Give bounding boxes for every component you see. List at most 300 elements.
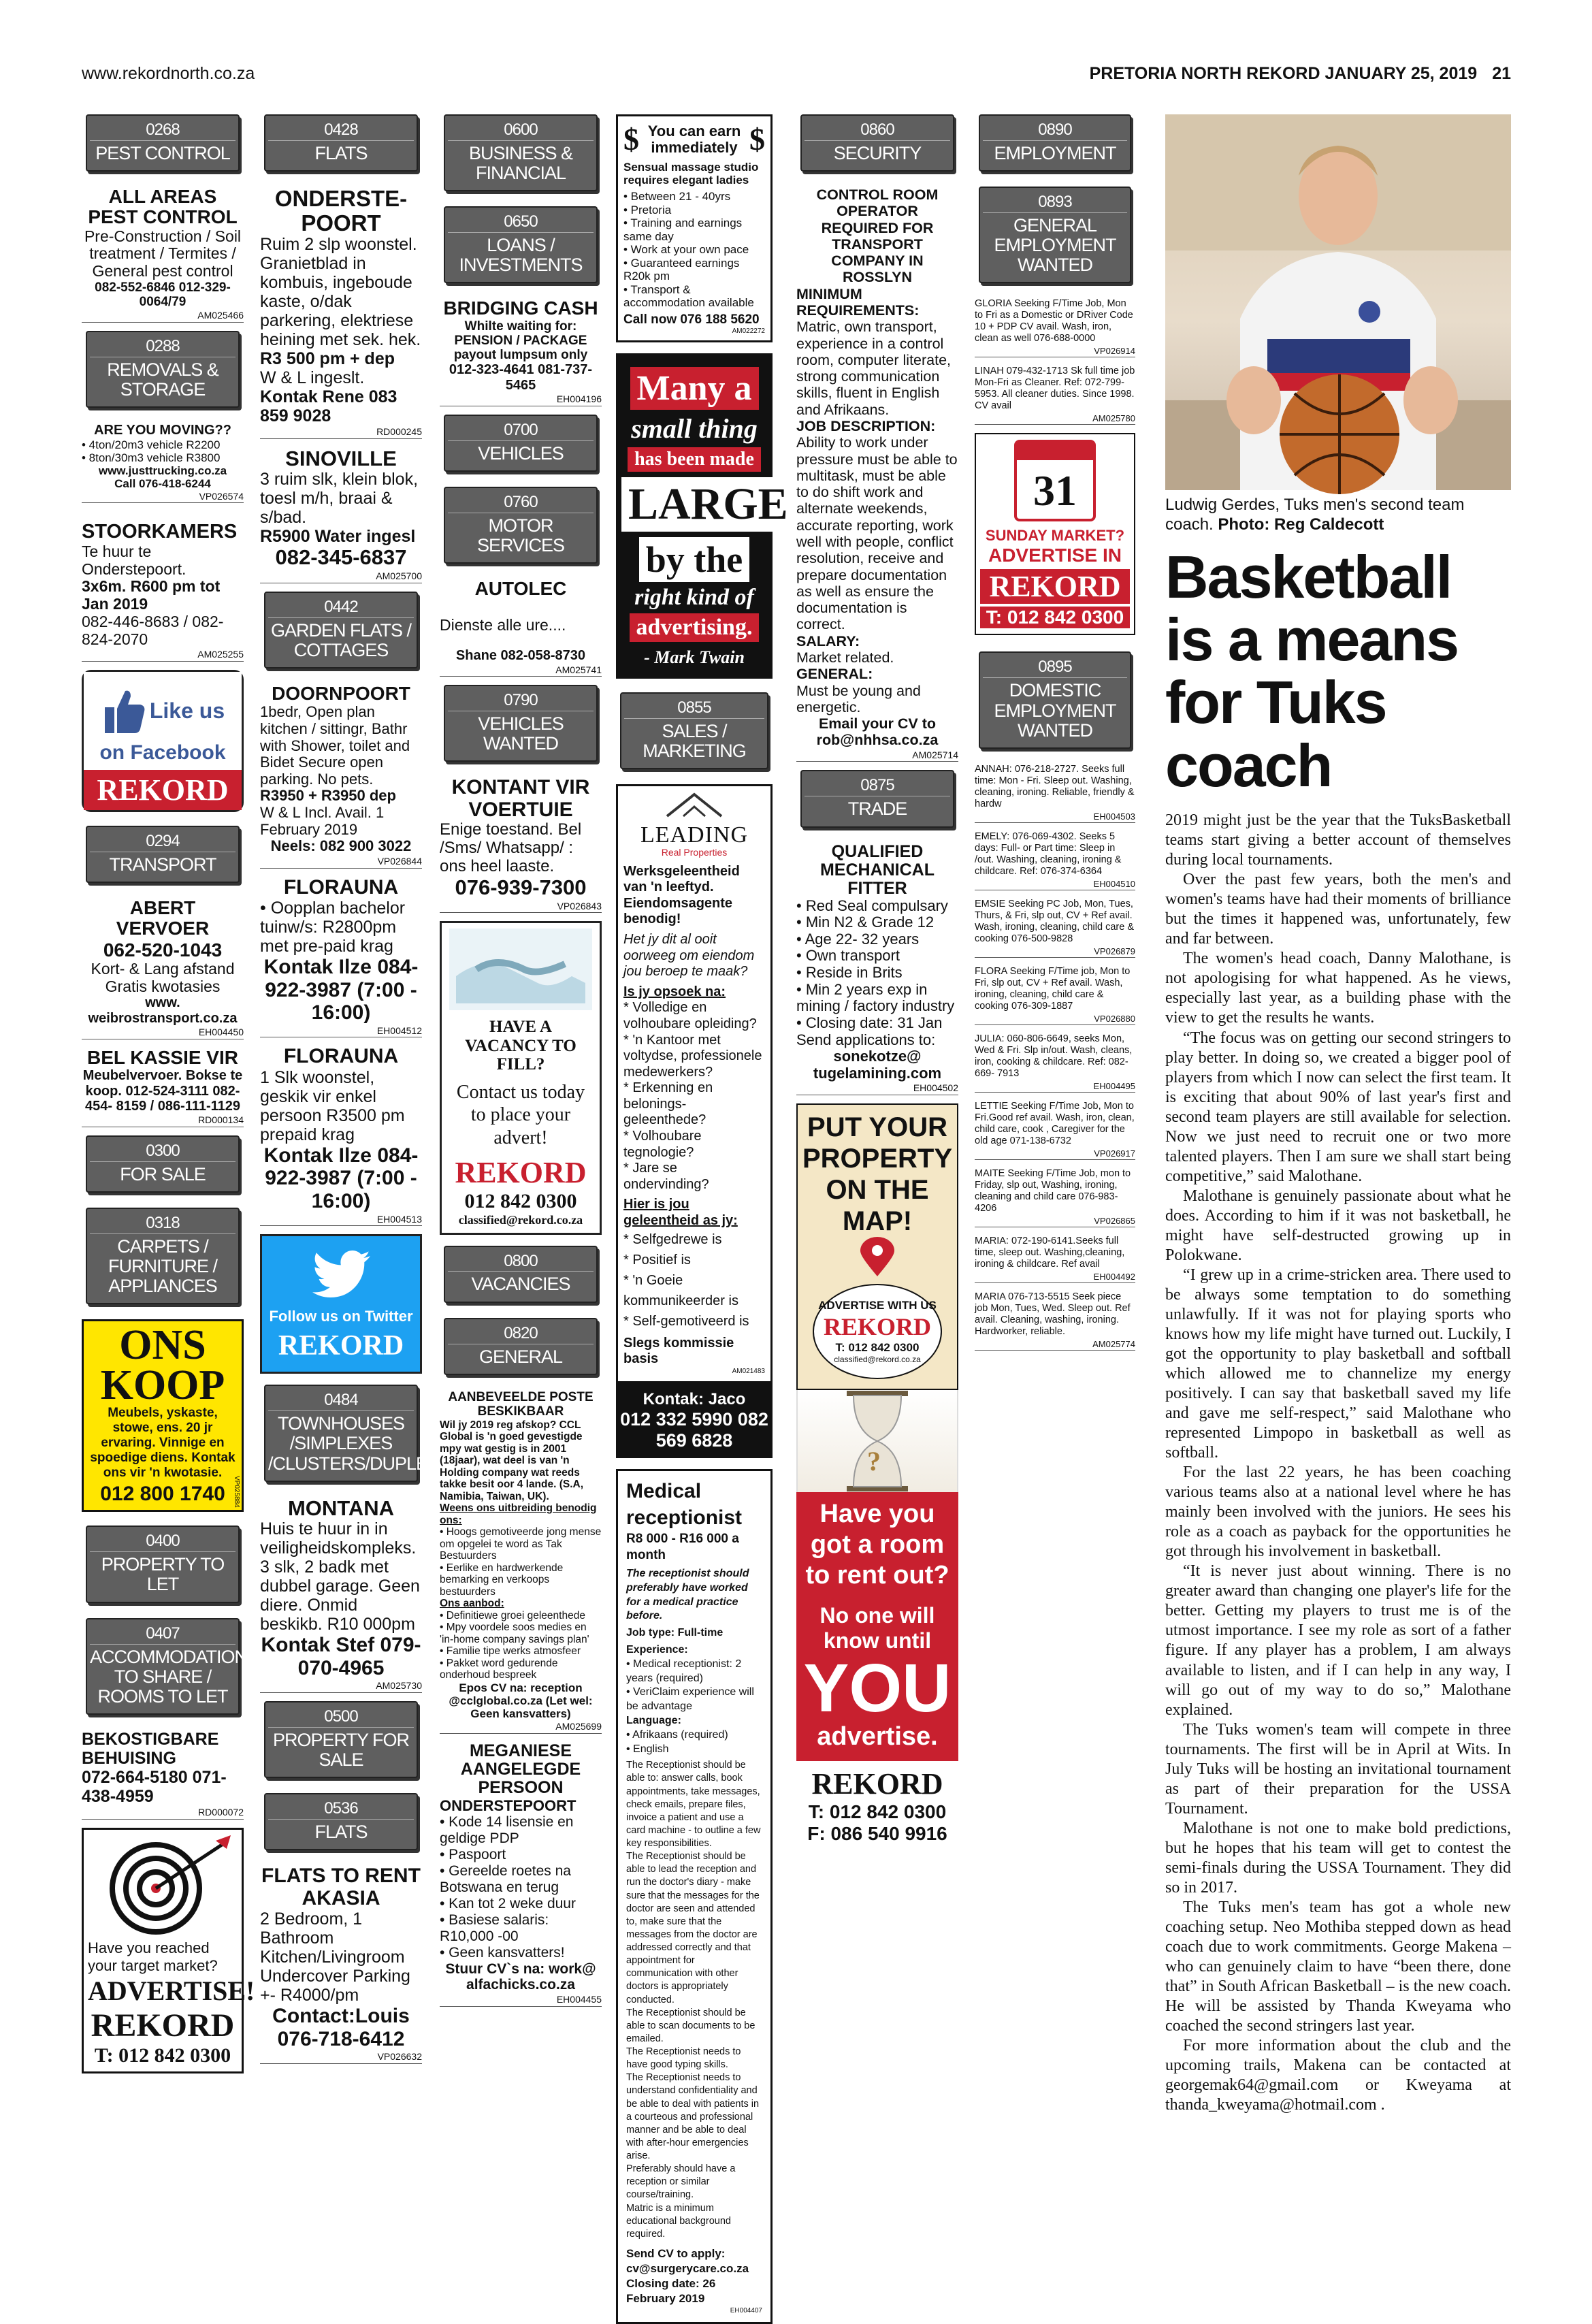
promo-text: ADVERTISE WITH US: [818, 1299, 937, 1312]
list-item: JULIA: 060-806-6649, seeks Mon, Wed & Fri. Slp in/out. Wash, cleans, iron, cooking & childcare. Ref: 082-669- 7913: [975, 1033, 1133, 1079]
category-name: GARDEN FLATS / COTTAGES: [270, 619, 412, 660]
category-name: PROPERTY FOR SALE: [272, 1729, 410, 1771]
ad-ref: RD000245: [260, 427, 422, 439]
ad-body: Send applications to:: [796, 1031, 936, 1048]
ad-ref: EH004492: [975, 1272, 1135, 1283]
column-3: [440, 114, 602, 2204]
ad-website[interactable]: www.justtrucking.co.za: [98, 464, 227, 477]
ad-ref: AM025774: [975, 1339, 1135, 1351]
ad-bridging-cash: [440, 298, 602, 406]
category-number: 0895: [983, 658, 1127, 678]
ad-list: • Definitiewe groei geleenthede • Mpy voordele soos medies en 'in-home company savings plan' • Familie tipe werks atmosfeer • Pakket word gedurende onderhoud bespreek: [440, 1609, 589, 1681]
ad-body: • Oopplan bachelor tuinw/s: R2800pm met pre-paid krag: [260, 898, 406, 956]
category-property-for-sale: [264, 1701, 418, 1778]
category-loans: [444, 206, 598, 283]
category-vacancies: [444, 1246, 598, 1303]
ad-price: R5900 Water ingesl: [260, 527, 416, 547]
ad-line: • 4ton/20m3 vehicle R2200: [82, 438, 221, 451]
leading-contact-bar: [616, 1383, 773, 1458]
category-number: 0294: [90, 833, 235, 852]
category-trade: [800, 770, 954, 827]
ad-contact: Stuur CV`s na: work@ alfachicks.co.za: [445, 1960, 596, 1993]
category-number: 0760: [448, 494, 594, 513]
category-number: 0442: [268, 598, 414, 618]
article-paragraph: The Tuks women's team will compete in three tournaments. The first will be in April at Wits. In July Tuks will be hosting an invitational tournament as part of their preparation for the USSA Tournament.: [1165, 1720, 1511, 1818]
ad-title: You can earn immediately: [647, 123, 741, 157]
coach-photo-illustration: [1165, 114, 1511, 490]
ad-title: BRIDGING CASH: [443, 297, 598, 319]
ad-contact[interactable]: sonekotze@ tugelamining.com: [813, 1048, 942, 1082]
ad-phone: 062-520-1043: [103, 939, 223, 961]
promo-email[interactable]: classified@rekord.co.za: [834, 1355, 921, 1365]
ad-ref: EH004450: [82, 1027, 244, 1039]
ad-contact: Kontak Stef 079-070-4965: [261, 1634, 421, 1679]
ad-subheading: Sensual massage studio requires elegant ladies: [623, 160, 759, 187]
ad-title: STOORKAMERS: [82, 521, 238, 543]
category-number: 0893: [983, 193, 1127, 213]
ad-ref: AM025255: [82, 649, 244, 662]
ad-massage-studio: [616, 114, 773, 342]
category-number: 0428: [268, 121, 414, 141]
category-number: 0484: [268, 1391, 414, 1411]
promo-phone: T: 012 842 0300: [808, 1801, 947, 1823]
ad-ref: VP026844: [260, 856, 422, 869]
ad-salary: R8 000 - R16 000 a month: [626, 1531, 739, 1563]
ad-price: R3 500 pm + dep: [260, 349, 395, 369]
column-2: [260, 114, 463, 2204]
ad-title: KONTANT VIR VOERTUIE: [451, 776, 590, 821]
promo-text: right kind of: [634, 585, 754, 611]
category-number: 0875: [805, 777, 950, 796]
category-number: 0300: [90, 1142, 235, 1162]
leading-tagline: Real Properties: [661, 847, 728, 858]
category-property-to-let: [86, 1526, 240, 1602]
ad-bekostigbare: [82, 1730, 244, 1820]
ad-body: Huis te huur in in veiligheidskompleks. 3 slk, 2 badk met dubbel garage. Geen diere. Onmid beskikb. R10 000pm: [260, 1519, 420, 1634]
paper-dateline: [1075, 64, 1511, 84]
promo-headline: PUT YOUR PROPERTY ON THE MAP!: [802, 1112, 953, 1237]
ad-list: • Red Seal compulsary • Min N2 & Grade 12 • Age 22- 32 years • Own transport • Reside in Brits • Min 2 years exp in mining / factory industry • Closing date: 31 Jan: [796, 897, 955, 1031]
promo-headline: ADVERTISE IN: [988, 545, 1122, 566]
category-number: 0890: [983, 121, 1127, 141]
ad-body: Meubels, yskaste, stowe, ens. 20 jr ervaring. Vinnige en spoedige diens. Kontak ons vir 'n kwotasie.: [90, 1406, 235, 1480]
category-number: 0790: [448, 692, 594, 711]
handshake-icon: [449, 929, 592, 1010]
category-number: 0800: [448, 1253, 594, 1272]
ad-ref: VP026880: [975, 1014, 1135, 1025]
ad-phone: 012-323-4641 081-737-5465: [449, 362, 593, 393]
ad-phone: Call 076-418-6244: [114, 477, 211, 490]
map-pin-icon: [854, 1237, 901, 1278]
category-for-sale: [86, 1135, 240, 1193]
ad-phone: Neels: 082 900 3022: [270, 837, 412, 855]
ad-location: ONDERSTEPOORT: [440, 1797, 576, 1815]
rekord-logo: REKORD: [84, 770, 242, 810]
category-name: TRANSPORT: [109, 854, 216, 875]
ad-ref: VP026865: [975, 1216, 1135, 1227]
ad-florauna-2: [260, 1046, 422, 1226]
ad-title: AANBEVEELDE POSTE BESKIKBAAR: [448, 1389, 594, 1419]
facebook-promo-body: [84, 672, 242, 764]
promo-text: advertise.: [817, 1722, 938, 1752]
ad-title: Medical receptionist: [626, 1479, 743, 1529]
ad-body: Wil jy 2019 reg afskop? CCL Global is 'n goed gevestigde mpy wat gestig is in 2001 (18jaar), wat deel is van 'n Holding company wat reeds takke besit oor 4 lande. (S.A, Namibia, Taiwan, UK).: [440, 1419, 584, 1502]
ad-ref: AM022272: [732, 327, 765, 335]
thumbs-up-icon: [101, 685, 146, 736]
ad-subheading: GENERAL:: [796, 666, 873, 683]
ad-phone: 012 332 5990 082 569 6828: [620, 1408, 768, 1451]
category-name: SECURITY: [833, 142, 922, 163]
ad-ref: RD000134: [82, 1115, 244, 1127]
ad-body: W & L Incl. Avail. 1 February 2019: [260, 804, 385, 838]
ad-body: Pre-Construction / Soil treatment / Termites / General pest control: [84, 227, 242, 280]
list-item: ANNAH: 076-218-2727. Seeks full time: Mon - Fri. Sleep out. Washing, cleaning, ironing. Reliable, friendly & hardw: [975, 763, 1135, 809]
category-name: BUSINESS & FINANCIAL: [468, 142, 573, 184]
ad-title: FLATS TO RENT AKASIA: [261, 1865, 421, 1909]
ad-contact[interactable]: Email your CV to rob@nhhsa.co.za: [816, 715, 939, 749]
category-name: LOANS / INVESTMENTS: [459, 235, 583, 276]
page-header: [82, 64, 1511, 87]
category-name: FLATS: [314, 142, 368, 163]
paper-title: PRETORIA NORTH REKORD JANUARY 25, 2019: [1089, 64, 1478, 83]
ad-job-type: Job type: Full-time: [626, 1627, 724, 1639]
ad-subheading: Is jy opsoek na:: [623, 984, 726, 999]
article-paragraph: For the last 22 years, he has been coaching various teams also at a national level where he has mainly been involved with the juniors. He sees his role as a coach as payback for the opportunities he got through his involvement in basketball.: [1165, 1464, 1511, 1561]
twitter-bird-icon: [310, 1250, 372, 1300]
category-garden-flats: [264, 592, 418, 668]
hourglass-image: [796, 1390, 958, 1492]
category-number: 0500: [268, 1708, 414, 1728]
ad-subheading: Weens ons uitbreiding benodig ons:: [440, 1502, 597, 1526]
ad-ref: EH004407: [730, 2307, 762, 2315]
ad-contact: Kontak Rene 083 859 9028: [260, 387, 397, 426]
ad-list: * Volledige en volhoubare opleiding? * 'n Kantoor met voltydse, professionele medewerkers? * Erkenning en belonings- geleenthede? * Volhoubare tegnologie? * Jare se ondervinding?: [623, 1000, 762, 1192]
ad-body: 2 Bedroom, 1 Bathroom Kitchen/Livingroom Undercover Parking +- R4000/pm: [260, 1909, 410, 2005]
category-carpets: [86, 1208, 240, 1304]
ad-kontant-vir-voertuie: [440, 777, 602, 913]
ad-title: ALL AREAS PEST CONTROL: [88, 186, 238, 228]
promo-headline: ADVERTISE!: [88, 1975, 255, 2006]
ad-florauna-1: [260, 877, 422, 1038]
category-security: [800, 114, 954, 172]
category-business: [444, 114, 598, 191]
ad-title: FLORAUNA: [283, 875, 399, 899]
ad-body: The receptionist should preferably have worked for a medical practice before.: [626, 1568, 749, 1622]
ad-sinoville: [260, 447, 422, 583]
ad-body: Matric, own transport, experience in a control room, computer literate, strong communication skills, fluent in English and Afrikaans.: [796, 319, 952, 418]
dartboard-icon: [88, 1834, 238, 1936]
ad-title: SINOVILLE: [285, 446, 397, 470]
ad-leading-real-properties: [616, 784, 773, 1383]
ad-autolec: [440, 579, 602, 677]
ad-contact: Kontak Ilze 084-922-3987 (7:00 - 16:00): [263, 955, 419, 1024]
photo-credit: Photo: Reg Caldecott: [1218, 515, 1384, 534]
category-name: EMPLOYMENT: [994, 142, 1116, 163]
category-name: MOTOR SERVICES: [476, 515, 565, 556]
category-sales-marketing: [620, 692, 768, 769]
category-general: [444, 1318, 598, 1375]
promo-text: small thing: [631, 413, 758, 445]
list-item: GLORIA Seeking F/Time Job, Mon to Fri as a Domestic or DRiver Code 10 + PDP CV avail. Wash, iron, clean as well 076-688-0000: [975, 298, 1133, 344]
ad-title: MONTANA: [287, 1496, 395, 1520]
article-paragraph: “I grew up in a crime-stricken area. There used to be always some temptation to do something unlawfully. If it was not for playing sports who knows how my life might have turned out. Luckily, I got the opportunity to play basketball and softball which allowed me to channelize my energy positively. I can say that basketball saved my life and gave me self-respect,” said Malothane who represented Limpopo in basketball as well as softball.: [1165, 1265, 1511, 1462]
ad-ref: AM025741: [440, 665, 602, 677]
rekord-logo: REKORD: [91, 2007, 235, 2044]
ad-mechanical-fitter: [796, 843, 958, 1096]
ad-contact: Shane 082-058-8730: [455, 648, 586, 664]
category-name: PEST CONTROL: [95, 142, 230, 163]
hourglass-icon: [833, 1390, 922, 1492]
promo-sunday-market[interactable]: [975, 433, 1135, 635]
category-number: 0407: [90, 1625, 235, 1645]
ad-ref: AM025714: [796, 750, 958, 762]
ad-ref: EH004503: [975, 811, 1135, 823]
article-paragraph: The Tuks men's team has got a whole new coaching setup. Neo Mothiba stepped down as head coach due to work commitments. George Makena – who can genuinely claim to have “been there, done that” in South African Basketball – is the new coach. He will be assisted by Thanda Kweyama who coached the second stringers last year.: [1165, 1898, 1511, 2035]
ad-title: ONS KOOP: [100, 1322, 225, 1409]
column-1: [82, 114, 255, 2204]
category-number: 0650: [448, 213, 594, 233]
ad-bel-kassie: [82, 1048, 244, 1127]
ad-ref: EH004510: [975, 879, 1135, 890]
list-item: EMSIE Seeking PC Job, Mon, Tues, Thurs, & Fri, slp out, CV + Ref avail. Wash, ironing, cleaning, child care & cooking 076-500-9828: [975, 898, 1134, 944]
promo-phone: T: 012 842 0300: [980, 607, 1130, 628]
promo-text: has been made: [628, 447, 761, 472]
category-name: VEHICLES: [478, 442, 564, 464]
ad-title: ONDERSTE- POORT: [274, 186, 408, 236]
ad-aanbeveelde-poste: [440, 1390, 602, 1734]
category-name: REMOVALS & STORAGE: [107, 359, 218, 400]
ad-ref: VP026843: [440, 901, 602, 914]
ad-phone: Call now 076 188 5620: [623, 312, 760, 327]
promo-advertise-darts[interactable]: [82, 1828, 255, 2073]
ad-body: Te huur te Onderstepoort.: [82, 542, 186, 578]
ad-note: Slegs kommissie basis: [623, 1335, 734, 1367]
category-name: GENERAL: [478, 1346, 563, 1367]
svg-text:?: ?: [867, 1446, 881, 1477]
category-number: 0820: [448, 1325, 594, 1344]
ad-ref: AM025466: [82, 310, 244, 323]
ad-ref: EH004495: [975, 1081, 1135, 1093]
article-paragraph: Malothane is genuinely passionate about what he does. According to him if it was not basketball, he might have self-destructed growing up in Polokwane.: [1165, 1187, 1511, 1264]
category-flats-2: [264, 1793, 418, 1850]
ad-subheading: Language:: [626, 1714, 681, 1726]
article-paragraph: “The focus was on getting our second stringers to play better. In doing so, we created a bigger pool of players from which I now can select the first team. It is exciting that about 90% of last year's first and second team players are still available for selection. Now we just need to recruit one or two more talented players. Then I am sure we shall start being competitive,” said Malothane.: [1165, 1029, 1511, 1185]
calendar-icon: [1014, 440, 1096, 521]
ad-ref: EH004455: [440, 1995, 602, 2007]
promo-text: advertising.: [630, 613, 760, 642]
article-photo: [1165, 114, 1511, 490]
category-number: 0288: [90, 338, 235, 357]
ad-price: R3950 + R3950 dep: [260, 787, 396, 805]
ad-title: BEL KASSIE VIR: [87, 1046, 238, 1068]
ad-title: QUALIFIED MECHANICAL FITTER: [819, 841, 935, 898]
ad-phone: 072-664-5180 071- 438-4959: [82, 1767, 227, 1806]
promo-property-map[interactable]: [796, 1103, 958, 1390]
category-employment: [979, 114, 1131, 172]
ad-body: Kort- & Lang afstand Gratis kwotasies: [91, 959, 235, 995]
category-name: PROPERTY TO LET: [101, 1554, 225, 1595]
list-item: EMELY: 076-069-4302. Seeks 5 days: Full- or Part time: Sleep in /out. Washing, cleaning, ironing & childcare. Ref: 076-374-6364: [975, 830, 1122, 877]
promo-text: YOU: [803, 1650, 952, 1727]
promo-text: Contact us today to place your advert!: [456, 1081, 585, 1148]
promo-fax: F: 086 540 9916: [807, 1823, 947, 1845]
promo-room-to-rent[interactable]: [796, 1492, 958, 1850]
ad-contact: Kontak: Jaco: [643, 1389, 746, 1408]
ad-stoorkamers: [82, 521, 244, 662]
article-paragraph: 2019 might just be the year that the TuksBasketball teams start giving a better account of themselves during local tournaments.: [1165, 811, 1511, 869]
category-name: ACCOMMODATION TO SHARE / ROOMS TO LET: [90, 1646, 247, 1707]
category-pest-control: [86, 114, 240, 172]
ad-body: W & L ingeslt.: [260, 368, 365, 388]
category-name: CARPETS / FURNITURE / APPLIANCES: [108, 1236, 217, 1297]
category-number: 0600: [448, 121, 594, 141]
ad-title: AUTOLEC: [474, 578, 567, 600]
ad-title: CONTROL ROOM OPERATOR REQUIRED FOR TRANSPORT COMPANY IN ROSSLYN: [816, 187, 939, 286]
ad-ref: AM025730: [260, 1681, 422, 1693]
rekord-logo: REKORD: [811, 1767, 943, 1801]
category-number: 0536: [268, 1800, 414, 1820]
promo-phone: T: 012 842 0300: [94, 2044, 231, 2067]
list-item: FLORA Seeking F/Time job, Mon to Fri, slp out, CV + Ref avail. Wash, ironing, cleaning, child care & cooking 076-309-1887: [975, 965, 1131, 1012]
article-paragraph: “It is never just about winning. There is no greater award than changing one player's life for the better. Getting my players to trust me is of the utmost importance. I see my role as sort of a father figure. If any player has a problem, I am always available to listen, and if I can help in any way, I will go out of my way to do so,” Malothane explained.: [1165, 1562, 1511, 1719]
ad-ref: AM021483: [732, 1367, 765, 1375]
ad-ref: VP026574: [82, 491, 244, 504]
article-body: [1165, 811, 1511, 2115]
category-name: FOR SALE: [120, 1163, 206, 1184]
twitter-promo[interactable]: [260, 1234, 422, 1374]
promo-mark-twain: [616, 353, 788, 679]
page-number: 21: [1492, 64, 1511, 83]
list-item: LINAH 079-432-1713 Sk full time job Mon-Fri as Cleaner. Ref: 072-799-5953. All cleaner duties. Since 1998. CV avail: [975, 366, 1135, 412]
ad-abert-vervoer: [82, 898, 244, 1039]
category-general-employment: [979, 187, 1131, 283]
ad-ons-koop: [82, 1319, 244, 1512]
ad-moving: [82, 423, 244, 503]
article-paragraph: For more information about the club and the upcoming trails, Makena can be contacted at georgemak64@gmail.com or Kweyama at thanda_kweyama@hotmail.com .: [1165, 2037, 1511, 2114]
ad-title: ABERT VERVOER: [116, 897, 210, 939]
ad-body: Ability to work under pressure must be able to multitask, must be able to do shift work and alternate weekends, accurate reporting, work well with people, conflict resolution, receive and prepare documentation as well as ensure the documentation is correct.: [796, 434, 958, 633]
ad-list: • Medical receptionist: 2 years (required) • VeriClaim experience will be advantage: [626, 1658, 754, 1713]
category-number: 0318: [90, 1214, 235, 1234]
facebook-like-text: Like us: [149, 698, 225, 724]
ad-body: 1 Slk woonstel, geskik vir enkel persoon R3500 pm prepaid krag: [260, 1067, 405, 1144]
dollar-icon: $: [749, 122, 765, 157]
promo-vacancy[interactable]: [440, 921, 602, 1234]
ad-contact: Send CV to apply: cv@surgerycare.co.za: [626, 2246, 749, 2276]
promo-text: by the: [639, 537, 750, 582]
category-domestic: [979, 651, 1131, 748]
ad-body: 3 ruim slk, klein blok, toesl m/h, braai & s/bad.: [260, 470, 419, 528]
category-accommodation: [86, 1618, 247, 1715]
ad-line: • 8ton/30m3 vehicle R3800: [82, 451, 221, 464]
category-number: 0400: [90, 1532, 235, 1552]
ad-title: MEGANIESE AANGELEGDE PERSOON: [460, 1741, 581, 1798]
ad-ref: VP025884: [233, 1475, 240, 1508]
ad-ref: VP026914: [975, 346, 1135, 357]
rekord-logo: REKORD: [823, 1313, 931, 1341]
ad-ref: VP026879: [975, 946, 1135, 958]
article-headline: Basketball is a means for Tuks coach: [1165, 543, 1459, 799]
ad-body: Enige toestand. Bel /Sms/ Whatsapp/ : ons heel laaste.: [440, 820, 582, 875]
category-name: TRADE: [847, 798, 907, 820]
category-number: 0700: [448, 421, 594, 441]
ad-list: • Hoogs gemotiveerde jong mense om opgelei te word as Tak Bestuurders • Eerlike en hardwerkende bemarking en verkoops bestuurders: [440, 1526, 602, 1598]
list-item: LETTIE Seeking F/Time Job, Mon to Fri.Good ref avail. Wash, iron, clean, child care, cook , Caregiver for the old age 071-138-6732: [975, 1100, 1135, 1146]
ad-subheading: SALARY:: [796, 632, 860, 649]
list-item: MAITE Seeking F/Time Job, mon to Friday, slp out, Washing, ironing, cleaning and child care 076-983- 4206: [975, 1167, 1131, 1214]
list-item: MARIA 076-713-5515 Seek piece job Mon, Tues, Wed. Sleep out. Ref avail. Cleaning, washing, ironing. Hardworker, reliable.: [975, 1291, 1131, 1337]
ad-ref: VP026917: [975, 1148, 1135, 1160]
category-name: DOMESTIC EMPLOYMENT WANTED: [994, 680, 1116, 741]
ad-ref: EH004196: [440, 394, 602, 406]
ad-contact: Contact:Louis 076-718-6412: [272, 2005, 410, 2050]
rekord-logo: REKORD: [278, 1330, 404, 1362]
ad-list: • Kode 14 lisensie en geldige PDP • Paspoort • Gereelde roetes na Botswana en terug • Kan tot 2 weke duur • Basiese salaris: R10,000 -00 • Geen kansvatters!: [440, 1814, 576, 1960]
twitter-follow-text: Follow us on Twitter: [269, 1308, 413, 1325]
article-paragraph: Over the past few years, both the men's and women's teams have had their moments of brilliance but the times it happened was, unfortunately, few and far between.: [1165, 871, 1511, 948]
promo-text: No one will know until: [819, 1602, 935, 1653]
ad-doornpoort: [260, 683, 422, 869]
ad-phone: 082-345-6837: [275, 545, 407, 570]
ad-body: Must be young and energetic.: [796, 682, 921, 715]
category-vehicles: [444, 415, 598, 472]
promo-email[interactable]: classified@rekord.co.za: [458, 1212, 583, 1227]
facebook-on-text: on Facebook: [99, 741, 226, 764]
category-vehicles-wanted: [444, 685, 598, 762]
category-name: SALES / MARKETING: [643, 721, 746, 762]
ad-list: • Afrikaans (required) • English: [626, 1728, 728, 1755]
leading-logo-icon: [653, 792, 735, 819]
ad-ref: AM025780: [975, 413, 1135, 425]
category-motor-services: [444, 487, 598, 564]
ad-phone: 082-446-8683 / 082-824-2070: [82, 612, 224, 648]
photo-caption: [1165, 496, 1511, 535]
dollar-icon: $: [623, 122, 639, 157]
caption-text: Ludwig Gerdes, Tuks men's second team coach.: [1165, 496, 1465, 534]
ad-ref: EH004512: [260, 1026, 422, 1038]
ad-ref: RD000072: [82, 1807, 244, 1820]
category-number: 0860: [805, 121, 950, 141]
site-url[interactable]: www.rekordnorth.co.za: [82, 64, 255, 83]
promo-quote-author: - Mark Twain: [644, 647, 745, 668]
ad-ref: VP026632: [260, 2052, 422, 2064]
article-paragraph: Malothane is not one to make bold predictions, but he hopes that his team will get to contest the semi-finals during the USSA Tournament. They did so in 2017.: [1165, 1819, 1511, 1897]
ad-body: Market related.: [796, 649, 894, 666]
category-name: FLATS: [314, 1822, 368, 1843]
facebook-promo[interactable]: [82, 670, 244, 812]
ad-pest-control: [82, 187, 244, 323]
promo-phone: T: 012 842 0300: [835, 1341, 920, 1355]
ad-phone: 082-552-6846 012-329-0064/79: [95, 280, 231, 310]
ad-contact: Epos CV na: reception @cclglobal.co.za (Let wel: Geen kansvatters): [449, 1681, 593, 1721]
category-number: 0268: [90, 121, 235, 141]
column-4: [616, 114, 788, 2315]
ad-contact: Kontak Ilze 084-922-3987 (7:00 - 16:00): [263, 1144, 419, 1213]
category-name: VACANCIES: [471, 1274, 570, 1295]
article-column: [1165, 114, 1511, 2204]
ad-body: Meubelvervoer. Bokse te koop. 012-524-3111 082-454- 8159 / 086-111-1129: [82, 1068, 243, 1114]
ad-medical-receptionist: [616, 1469, 773, 2324]
promo-text: SUNDAY MARKET?: [985, 527, 1125, 545]
column-5: [796, 114, 958, 2204]
ad-subheading: JOB DESCRIPTION:: [796, 418, 936, 434]
ad-akasia: [260, 1865, 422, 2064]
category-transport: [86, 826, 240, 883]
category-flats: [264, 114, 418, 172]
ad-website[interactable]: www. weibrostransport.co.za: [88, 995, 238, 1026]
ad-phone: 012 800 1740: [100, 1483, 225, 1506]
promo-phone: 012 842 0300: [464, 1189, 577, 1212]
